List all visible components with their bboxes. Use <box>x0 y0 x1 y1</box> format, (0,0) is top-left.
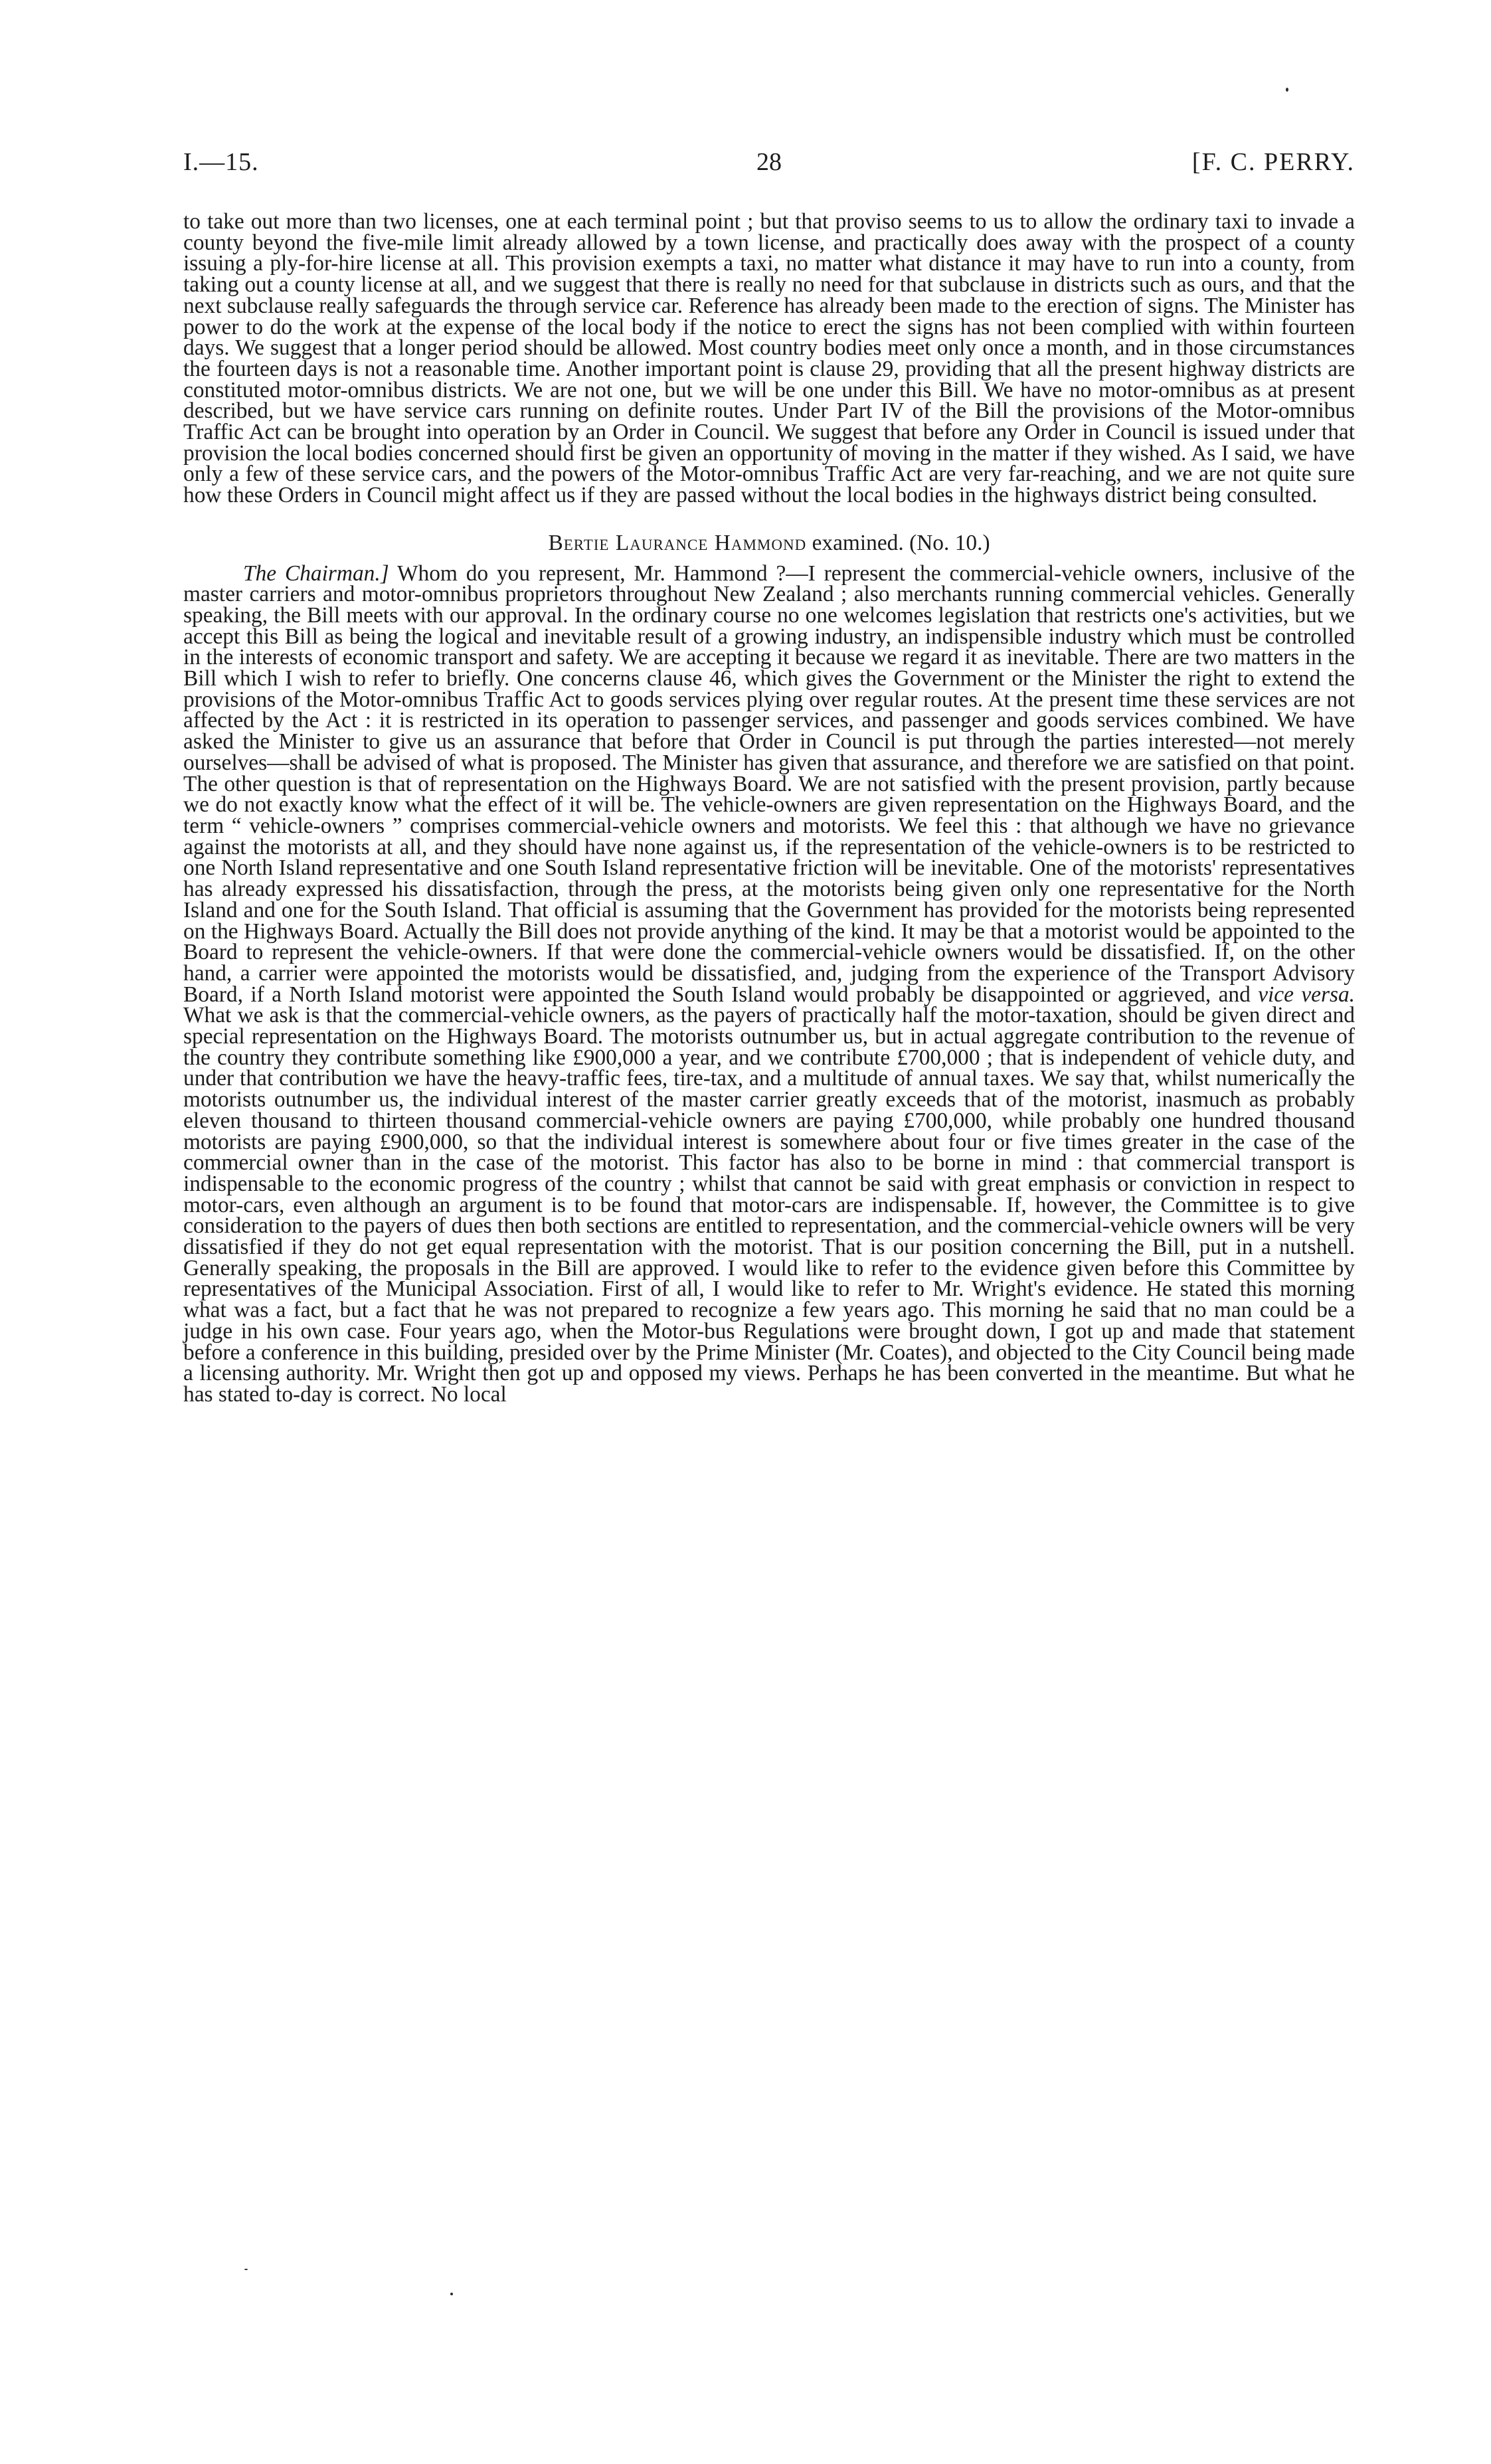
vice-versa-text: vice versa. <box>1258 982 1355 1007</box>
witness-name: Bertie Laurance Hammond <box>548 530 807 555</box>
page-speck <box>244 2269 248 2270</box>
witness-reference: [F. C. PERRY. <box>1191 148 1355 176</box>
witness-heading <box>183 530 1355 555</box>
page-body <box>183 211 1355 1405</box>
continuation-paragraph: to take out more than two licenses, one at each terminal point ; but that proviso seems to us to allow the ordinary taxi to invade a county beyond the five-mile limit already allowed by a town license, and practically does away with the prospect of a county issuing a ply-for-hire license at all. This provision exempts a taxi, no matter what distance it may have to run into a county, from taking out a county license at all, and we suggest that there is really no need for that subclause in districts such as ours, and that the next subclause really safeguards the through service car. Reference has already been made to the erection of signs. The Minister has power to do the work at the expense of the local body if the notice to erect the signs has not been complied with within fourteen days. We suggest that a longer period should be allowed. Most country bodies meet only once a month, and in those circumstances the fourteen days is not a reasonable time. Another important point is clause 29, providing that all the present highway districts are constituted motor-omnibus districts. We are not one, but we will be one under this Bill. We have no motor-omnibus as at present described, but we have service cars running on definite routes. Under Part IV of the Bill the provisions of the Motor-omnibus Traffic Act can be brought into operation by an Order in Council. We suggest that before any Order in Council is issued under that provision the local bodies concerned should first be given an opportunity of moving in the matter if they wished. As I said, we have only a few of these service cars, and the powers of the Motor-omnibus Traffic Act are very far-reaching, and we are not quite sure how these Orders in Council might affect us if they are passed without the local bodies in the highways district being consulted. <box>183 209 1355 508</box>
testimony-paragraph <box>183 563 1355 1405</box>
witness-number: (No. 10.) <box>909 530 990 555</box>
testimony-text-part1: Whom do you represent, Mr. Hammond ?—I represent the commercial-vehicle owners, inclusive of the master carriers and motor-omnibus proprietors throughout New Zealand ; also merchants running commercial vehicles. Generally speaking, the Bill meets with our approval. In the ordinary course no one welcomes legislation that restricts one's activities, but we accept this Bill as being the logical and inevitable result of a growing industry, an indispensible industry which must be controlled in the interests of economic transport and safety. We are accepting it because we regard it as inevitable. There are two matters in the Bill which I wish to refer to briefly. One concerns clause 46, which gives the Government or the Minister the right to extend the provisions of the Motor-omnibus Traffic Act to goods services plying over regular routes. At the present time these services are not affected by the Act : it is restricted in its operation to passenger services, and passenger and goods services combined. We have asked the Minister to give us an assurance that before that Order in Council is put through the parties interested—not merely ourselves—shall be advised of what is proposed. The Minister has given that assurance, and therefore we are satisfied on that point. The other question is that of representation on the Highways Board. We are not satisfied with the present provision, partly because we do not exactly know what the effect of it will be. The vehicle-owners are given representation on the Highways Board, and the term “ vehicle-owners ” comprises commercial-vehicle owners and motorists. We feel this : that although we have no grievance against the motorists at all, and they should have none against us, if the representation of the vehicle-owners is to be restricted to one North Island representative and one South Island representative friction will be inevitable. One of the motorists' representatives has already expressed his dissatisfaction, through the press, at the motorists being given only one representative for the North Island and one for the South Island. That official is assuming that the Government has provided for the motorists being represented on the Highways Board. Actually the Bill does not provide anything of the kind. It may be that a motorist would be appointed to the Board to represent the vehicle-owners. If that were done the commercial-vehicle owners would be dissatisfied. If, on the other hand, a carrier were appointed the motorists would be dissatisfied, and, judging from the experience of the Transport Advisory Board, if a North Island motorist were appointed the South Island would probably be disappointed or aggrieved, and <box>183 561 1356 1007</box>
testimony-text-part2: What we ask is that the commercial-vehicle owners, as the payers of practically half the motor-taxation, should be given direct and special representation on the Highways Board. The motorists outnumber us, but in actual aggregate contribution to the revenue of the country they contribute something like £900,000 a year, and we contribute £700,000 ; that is independent of vehicle duty, and under that contribution we have the heavy-traffic fees, tire-tax, and a multitude of annual taxes. We say that, whilst numerically the motorists outnumber us, the individual interest of the master carrier greatly exceeds that of the motorist, inasmuch as probably eleven thousand to thirteen thousand commercial-vehicle owners are paying £700,000, while probably one hundred thousand motorists are paying £900,000, so that the individual interest is somewhere about four or five times greater in the case of the commercial owner than in the case of the motorist. This factor has also to be borne in mind : that commercial transport is indispensable to the economic progress of the country ; whilst that cannot be said with great emphasis or conviction in respect to motor-cars, even although an argument is to be found that motor-cars are indispensable. If, however, the Committee is to give consideration to the payers of dues then both sections are entitled to representation, and the commercial-vehicle owners will be very dissatisfied if they do not get equal representation with the motorist. That is our position concerning the Bill, put in a nutshell. Generally speaking, the proposals in the Bill are approved. I would like to refer to the evidence given before this Committee by representatives of the Municipal Association. First of all, I would like to refer to Mr. Wright's evidence. He stated this morning what was a fact, but a fact that he was not prepared to recognize a few years ago. This morning he said that no man could be a judge in his own case. Four years ago, when the Motor-bus Regulations were brought down, I got up and made that statement before a conference in this building, presided over by the Prime Minister (Mr. Coates), and objected to the City Council being made a licensing authority. Mr. Wright then got up and opposed my views. Perhaps he has been converted in the meantime. But what he has stated to-day is correct. No local <box>183 1003 1355 1407</box>
page-speck <box>450 2293 453 2295</box>
speaker-label: The Chairman.] <box>243 561 389 586</box>
document-reference: I.—15. <box>183 148 259 176</box>
page-speck <box>1286 88 1288 92</box>
witness-status: examined. <box>812 530 904 555</box>
page-number: 28 <box>756 148 782 176</box>
page-header <box>183 147 1355 187</box>
